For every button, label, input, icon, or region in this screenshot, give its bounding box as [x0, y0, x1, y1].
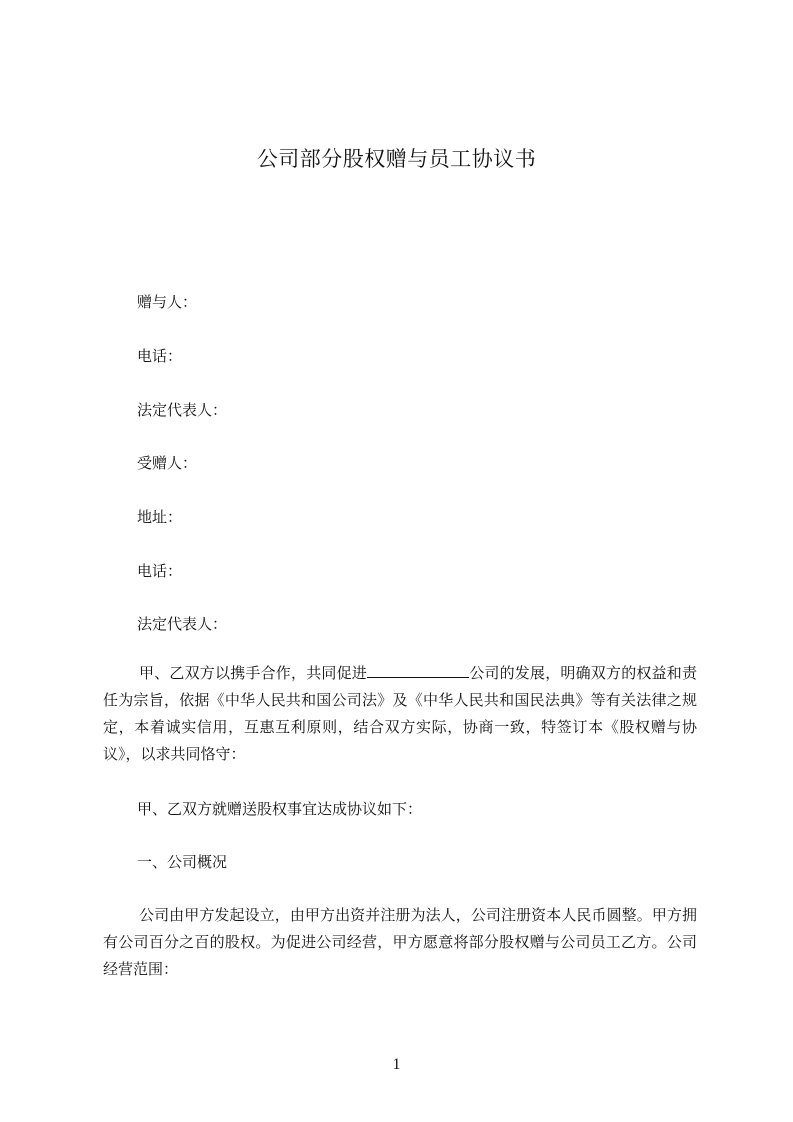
- donee-address-field-label: 地址：: [137, 508, 183, 526]
- donee-field-label: 受赠人：: [137, 454, 198, 472]
- donor-legal-rep-field-label: 法定代表人：: [137, 401, 228, 419]
- preamble-text-part1: 甲、乙双方以携手合作，共同促进: [139, 664, 367, 682]
- section-heading-company-overview: 一、公司概况: [137, 853, 228, 871]
- section-body-company-overview: 公司由甲方发起设立，由甲方出资并注册为法人，公司注册资本人民币圆整。甲方拥有公司百分之百的股权。为促进公司经营，甲方愿意将部分股权赠与公司员工乙方。公司经营范围：: [103, 906, 697, 978]
- donor-phone-field-label: 电话：: [137, 347, 183, 365]
- page-number: 1: [392, 1056, 401, 1073]
- document-title: 公司部分股权赠与员工协议书: [256, 147, 537, 171]
- preamble-text-part2: 公司的发展，明确双方的权益和责任为宗旨，依据《中华人民共和国公司法》及《中华人民共和国民法典》等有关法律之规定，本着诚实信用，互惠互利原则，结合双方实际，协商一致，特签订本《股权赠与协议》，以求共同恪守：: [103, 664, 697, 763]
- donor-field-label: 赠与人：: [137, 293, 198, 311]
- donee-phone-field-label: 电话：: [137, 562, 183, 580]
- donee-legal-rep-field-label: 法定代表人：: [137, 615, 228, 633]
- agreement-intro: 甲、乙双方就赠送股权事宜达成协议如下：: [137, 800, 423, 818]
- company-name-blank: [367, 663, 469, 678]
- preamble-paragraph: [103, 660, 697, 768]
